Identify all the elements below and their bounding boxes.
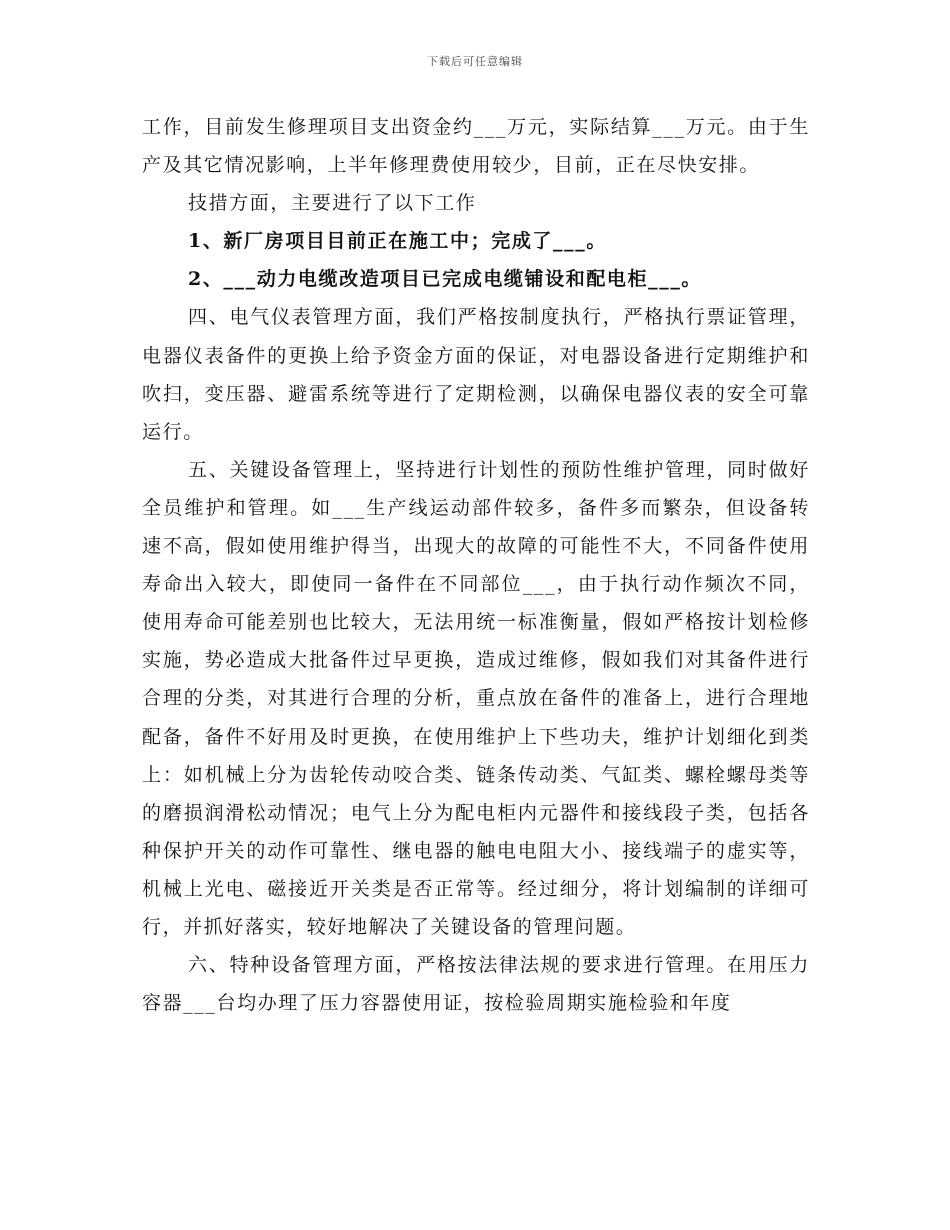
paragraph-special-equipment: 六、特种设备管理方面，严格按法律法规的要求进行管理。在用压力容器___台均办理了压力容器使用证，按检验周期实施检验和年度 xyxy=(142,954,810,1015)
paragraph-tech-measures: 技措方面，主要进行了以下工作 xyxy=(188,192,477,215)
paragraph-new-plant: 1、新厂房项目目前正在施工中；完成了___。 xyxy=(188,230,607,253)
paragraph-key-equipment: 五、关键设备管理上，坚持进行计划性的预防性维护管理，同时做好全员维护和管理。如___生产线运动部件较多，备件多而繁杂，但设备转速不高，假如使用维护得当，出现大的故障的可能性不大，不同备件使用寿命出入较大，即使同一备件在不同部位___，由于执行动作频次不同，使用寿命可能差别也比较大，无法用统一标准衡量，假如严格按计划检修实施，势必造成大批备件过早更换，造成过维修，假如我们对其备件进行合理的分类，对其进行合理的分析，重点放在备件的准备上，进行合理地配备，备件不好用及时更换，在使用维护上下些功夫，维护计划细化到类上：如机械上分为齿轮传动咬合类、链条传动类、气缸类、螺栓螺母类等的磨损润滑松动情况；电气上分为配电柜内元器件和接线段子类，包括各种保护开关的动作可靠性、继电器的触电电阻大小、接线端子的虚实等，机械上光电、磁接近开关类是否正常等。经过细分，将计划编制的详细可行，并抓好落实，较好地解决了关键设备的管理问题。 xyxy=(142,458,810,938)
paragraph-power-cable: 2、___动力电缆改造项目已完成电缆铺设和配电柜___。 xyxy=(188,268,703,291)
paragraph-electrical-instruments: 四、电气仪表管理方面，我们严格按制度执行，严格执行票证管理，电器仪表备件的更换上给予资金方面的保证，对电器设备进行定期维护和吹扫，变压器、避雷系统等进行了定期检测，以确保电器仪表的安全可靠运行。 xyxy=(142,306,810,443)
paragraph-repair-funds: 工作，目前发生修理项目支出资金约___万元，实际结算___万元。由于生产及其它情况影响，上半年修理费使用较少，目前，正在尽快安排。 xyxy=(142,116,810,177)
page-header: 下载后可任意编辑 xyxy=(427,55,523,68)
document-body xyxy=(142,108,810,1022)
